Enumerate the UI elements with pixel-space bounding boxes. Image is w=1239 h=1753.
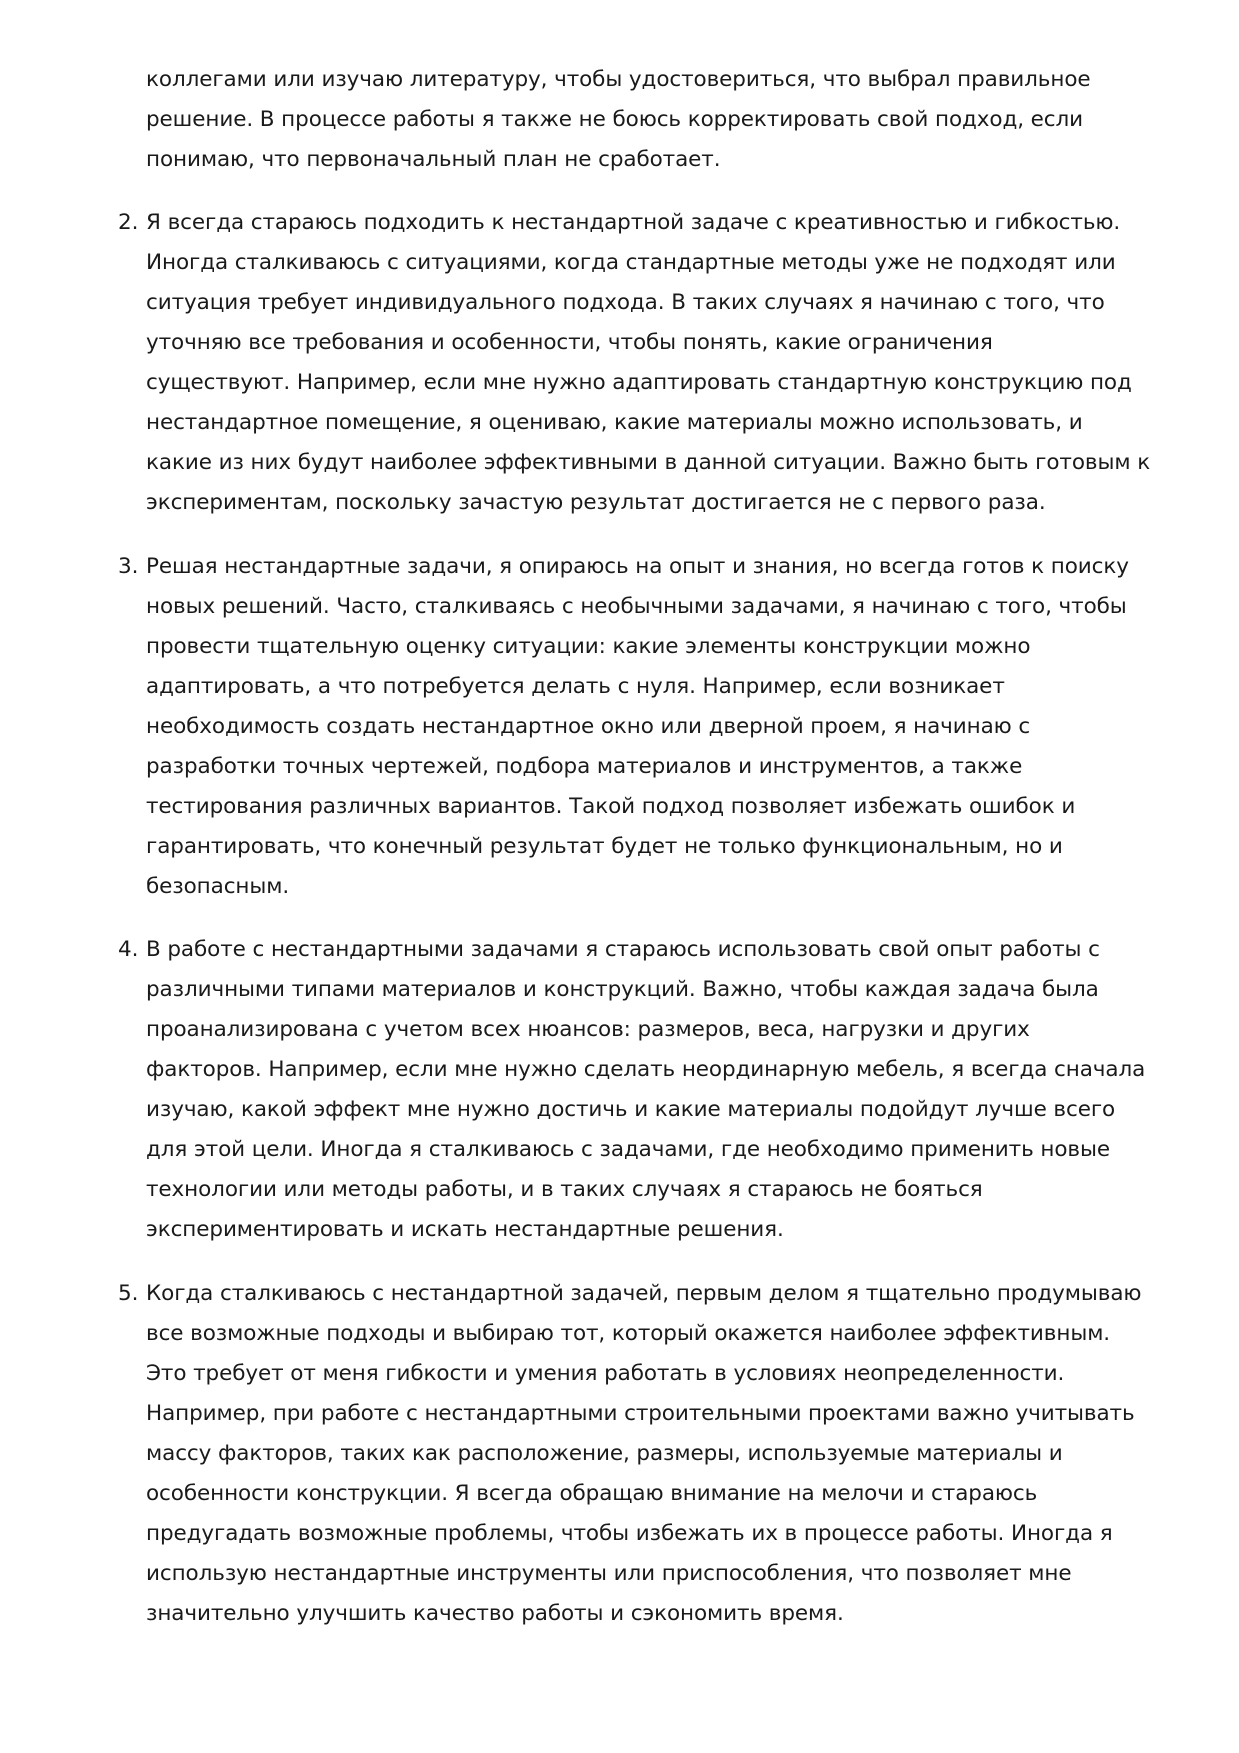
text-line: массу факторов, таких как расположение, размеры, используемые материалы и — [146, 1441, 1063, 1466]
text-line: для этой цели. Иногда я сталкиваюсь с задачами, где необходимо применить новые — [146, 1137, 1110, 1162]
text-line: особенности конструкции. Я всегда обращаю внимание на мелочи и стараюсь — [146, 1481, 1038, 1506]
text-line: В работе с нестандартными задачами я стараюсь использовать свой опыт работы с — [146, 937, 1100, 962]
text-line: безопасным. — [146, 874, 290, 899]
text-line: новых решений. Часто, сталкиваясь с необычными задачами, я начинаю с того, чтобы — [146, 594, 1127, 619]
text-line: уточняю все требования и особенности, чтобы понять, какие ограничения — [146, 330, 993, 355]
text-line: значительно улучшить качество работы и сэкономить время. — [146, 1601, 844, 1626]
text-line: Это требует от меня гибкости и умения работать в условиях неопределенности. — [146, 1361, 1065, 1386]
text-line: тестирования различных вариантов. Такой подход позволяет избежать ошибок и — [146, 794, 1076, 819]
text-line: экспериментам, поскольку зачастую результат достигается не с первого раза. — [146, 490, 1046, 515]
text-line: какие из них будут наиболее эффективными в данной ситуации. Важно быть готовым к — [146, 450, 1151, 475]
text-line: использую нестандартные инструменты или приспособления, что позволяет мне — [146, 1561, 1072, 1586]
text-line: адаптировать, а что потребуется делать с нуля. Например, если возникает — [146, 674, 1005, 699]
list-number: 2. — [118, 210, 139, 235]
text-line: различными типами материалов и конструкций. Важно, чтобы каждая задача была — [146, 977, 1099, 1002]
text-line: существуют. Например, если мне нужно адаптировать стандартную конструкцию под — [146, 370, 1132, 395]
text-line: решение. В процессе работы я также не боюсь корректировать свой подход, если — [146, 107, 1084, 132]
text-line: предугадать возможные проблемы, чтобы избежать их в процессе работы. Иногда я — [146, 1521, 1113, 1546]
text-line: все возможные подходы и выбираю тот, который окажется наиболее эффективным. — [146, 1321, 1111, 1346]
text-line: факторов. Например, если мне нужно сделать неординарную мебель, я всегда сначала — [146, 1057, 1146, 1082]
text-line: технологии или методы работы, и в таких случаях я стараюсь не бояться — [146, 1177, 983, 1202]
text-line: Когда сталкиваюсь с нестандартной задачей, первым делом я тщательно продумываю — [146, 1281, 1142, 1306]
text-line: Я всегда стараюсь подходить к нестандартной задаче с креативностью и гибкостью. — [146, 210, 1121, 235]
text-line: разработки точных чертежей, подбора материалов и инструментов, а также — [146, 754, 1023, 779]
text-line: Решая нестандартные задачи, я опираюсь на опыт и знания, но всегда готов к поиску — [146, 554, 1129, 579]
text-line: коллегами или изучаю литературу, чтобы удостовериться, что выбрал правильное — [146, 67, 1091, 92]
text-line: гарантировать, что конечный результат будет не только функциональным, но и — [146, 834, 1063, 859]
text-line: провести тщательную оценку ситуации: какие элементы конструкции можно — [146, 634, 1031, 659]
text-line: необходимость создать нестандартное окно или дверной проем, я начинаю с — [146, 714, 1031, 739]
list-number: 3. — [118, 554, 139, 579]
text-line: Иногда сталкиваюсь с ситуациями, когда стандартные методы уже не подходят или — [146, 250, 1116, 275]
list-number: 4. — [118, 937, 139, 962]
text-line: ситуация требует индивидуального подхода. В таких случаях я начинаю с того, что — [146, 290, 1105, 315]
list-number: 5. — [118, 1281, 139, 1306]
text-line: Например, при работе с нестандартными строительными проектами важно учитывать — [146, 1401, 1135, 1426]
text-line: изучаю, какой эффект мне нужно достичь и какие материалы подойдут лучше всего — [146, 1097, 1116, 1122]
text-line: понимаю, что первоначальный план не сработает. — [146, 147, 721, 172]
text-line: экспериментировать и искать нестандартные решения. — [146, 1217, 784, 1242]
text-line: нестандартное помещение, я оцениваю, какие материалы можно использовать, и — [146, 410, 1083, 435]
text-line: проанализирована с учетом всех нюансов: размеров, веса, нагрузки и других — [146, 1017, 1030, 1042]
